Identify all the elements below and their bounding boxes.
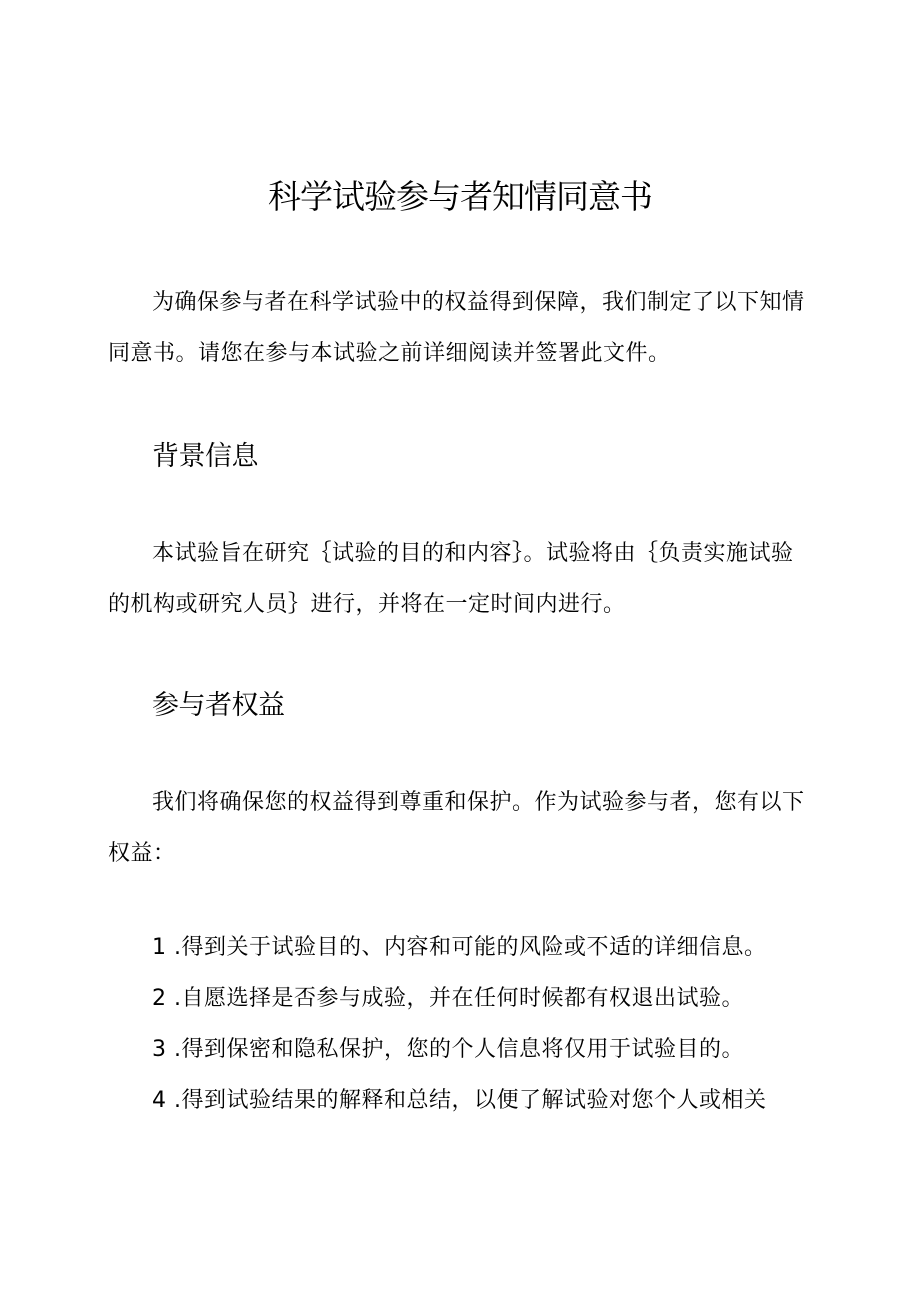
section-heading-rights: 参与者权益 — [152, 690, 285, 721]
list-item-number: 4 — [152, 1088, 167, 1113]
list-item — [152, 922, 812, 973]
list-item-number: 2 — [152, 986, 167, 1011]
intro-paragraph: 为确保参与者在科学试验中的权益得到保障，我们制定了以下知情同意书。请您在参与本试验之前详细阅读并签署此文件。 — [108, 290, 805, 366]
document-title: 科学试验参与者知情同意书 — [268, 177, 652, 216]
rights-list — [152, 922, 812, 1126]
list-item-text: .得到保密和隐私保护，您的个人信息将仅用于试验目的。 — [174, 1037, 744, 1062]
list-item-text: .得到试验结果的解释和总结，以便了解试验对您个人或相关 — [174, 1088, 767, 1113]
list-item-text: .自愿选择是否参与成验，并在任何时候都有权退出试验。 — [174, 986, 744, 1011]
list-item-number: 3 — [152, 1037, 167, 1062]
list-item — [152, 1075, 812, 1126]
section-heading-background: 背景信息 — [152, 441, 258, 472]
list-item-text: .得到关于试验目的、内容和可能的风险或不适的详细信息。 — [174, 935, 767, 960]
background-paragraph: 本试验旨在研究｛试验的目的和内容｝。试验将由｛负责实施试验的机构或研究人员｝进行，并将在一定时间内进行。 — [108, 541, 794, 617]
rights-intro-paragraph: 我们将确保您的权益得到尊重和保护。作为试验参与者，您有以下权益： — [108, 790, 805, 866]
list-item-number: 1 — [152, 935, 167, 960]
list-item — [152, 973, 812, 1024]
list-item — [152, 1024, 812, 1075]
